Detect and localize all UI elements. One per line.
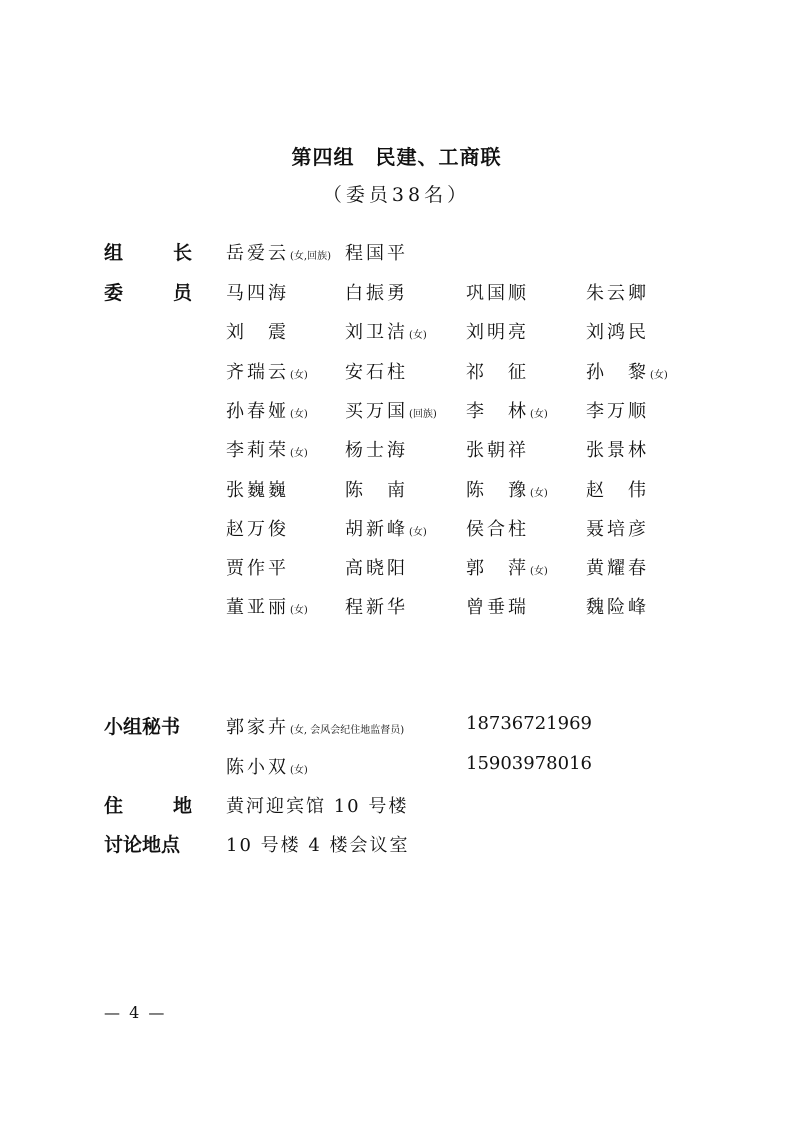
member-name: 张朝祥 (466, 440, 529, 461)
secretaries-label: 小组秘书 (104, 716, 181, 738)
secretary-phone: 18736721969 (466, 713, 592, 734)
leaders-label: 组 长 (104, 242, 192, 264)
residence-value: 黄河迎宾馆 10 号楼 (226, 796, 409, 817)
member-name: 刘卫洁(女) (345, 322, 427, 343)
leader-name: 岳爱云(女,回族) (226, 243, 331, 264)
member-name: 李莉荣(女) (226, 440, 308, 461)
member-name: 陈 豫(女) (466, 480, 548, 501)
venue-value: 10 号楼 4 楼会议室 (226, 835, 410, 856)
member-name: 聂培彦 (586, 519, 649, 540)
member-name: 祁 征 (466, 362, 529, 383)
member-name: 曾垂瑞 (466, 597, 529, 618)
member-name: 贾作平 (226, 558, 289, 579)
member-name: 刘明亮 (466, 322, 529, 343)
member-name: 齐瑞云(女) (226, 362, 308, 383)
member-name: 黄耀春 (586, 558, 649, 579)
members-label: 委 员 (104, 282, 192, 304)
member-count-subtitle: （委员38名） (322, 184, 471, 206)
member-name: 张景林 (586, 440, 649, 461)
secretary-name: 陈小双(女) (226, 757, 308, 778)
member-name: 陈 南 (345, 480, 408, 501)
member-name: 赵万俊 (226, 519, 289, 540)
secretary-phone: 15903978016 (466, 753, 592, 774)
residence-label: 住 地 (104, 795, 192, 817)
member-name: 赵 伟 (586, 480, 649, 501)
member-name: 侯合柱 (466, 519, 529, 540)
member-name: 张巍巍 (226, 480, 289, 501)
member-name: 孙 黎(女) (586, 362, 668, 383)
group-title: 第四组 民建、工商联 (291, 145, 502, 169)
secretary-name: 郭家卉(女, 会风会纪住地监督员) (226, 717, 405, 738)
member-name: 刘鸿民 (586, 322, 649, 343)
member-name: 白振勇 (345, 283, 408, 304)
venue-label: 讨论地点 (104, 834, 181, 856)
member-name: 杨士海 (345, 440, 408, 461)
member-name: 魏险峰 (586, 597, 649, 618)
page-number: — 4 — (104, 1003, 167, 1022)
member-name: 程新华 (345, 597, 408, 618)
member-name: 李万顺 (586, 401, 649, 422)
member-name: 朱云卿 (586, 283, 649, 304)
member-name: 巩国顺 (466, 283, 529, 304)
leader-name: 程国平 (345, 243, 408, 264)
member-name: 安石柱 (345, 362, 408, 383)
member-name: 马四海 (226, 283, 289, 304)
member-name: 刘 震 (226, 322, 289, 343)
member-name: 董亚丽(女) (226, 597, 308, 618)
member-name: 郭 萍(女) (466, 558, 548, 579)
member-name: 李 林(女) (466, 401, 548, 422)
member-name: 孙春娅(女) (226, 401, 308, 422)
member-name: 买万国(回族) (345, 401, 437, 422)
member-name: 胡新峰(女) (345, 519, 427, 540)
member-name: 高晓阳 (345, 558, 408, 579)
